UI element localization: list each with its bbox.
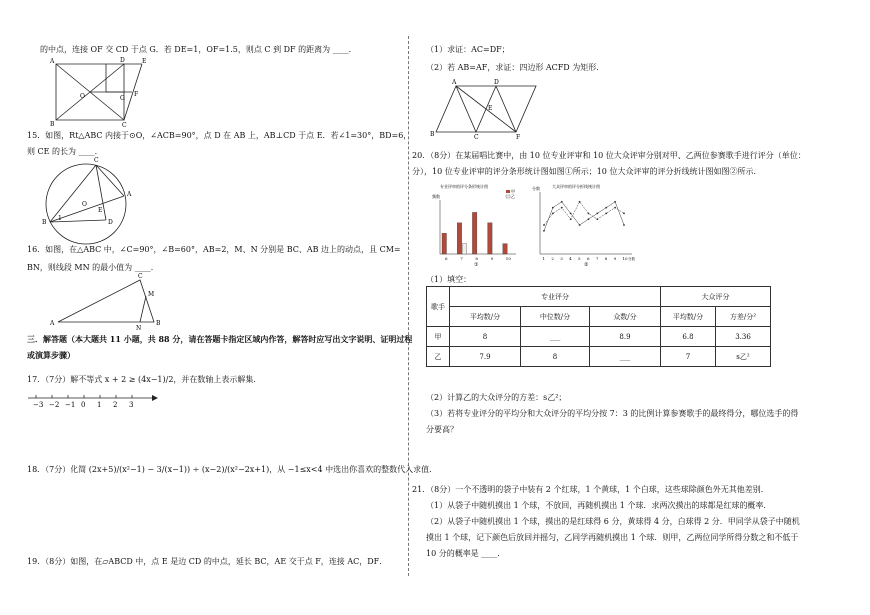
- q15-label-e: E: [98, 207, 103, 214]
- q14-text: 的中点，连接 OF 交 CD 于点 G．若 DE=1，OF=1.5，则点 C 到 DF 的距离为 ____．: [40, 45, 357, 54]
- chart2-x-tick: 1: [542, 256, 546, 261]
- q21-part2-line2: 摸出 1 个球，记下颜色后放回并摇匀，乙同学再随机摸出 1 个球．则甲，乙两位同学所得分数之和不低于: [426, 533, 799, 542]
- q17-number-line: [28, 392, 168, 412]
- q14-figure: [50, 57, 154, 129]
- section3-line2: 或演算步骤）: [27, 350, 75, 360]
- q19-label-c: C: [474, 134, 479, 141]
- numline-tick-label: −1: [65, 401, 76, 409]
- chart2-point: [570, 218, 572, 220]
- q19-label-a: A: [452, 79, 457, 86]
- chart2-point: [543, 224, 545, 226]
- column-divider: [408, 36, 409, 576]
- q17-text: 17．（7分）解不等式 x + 2 ≥ (4x−1)/2，并在数轴上表示解集．: [27, 375, 262, 384]
- q15-label-c: C: [94, 157, 99, 164]
- chart2-x-tick: 7: [595, 256, 599, 261]
- table-cell: ___: [590, 347, 661, 367]
- q16-label-c: C: [138, 273, 143, 280]
- q19-label-e: E: [488, 105, 493, 112]
- table-cell: ___: [521, 327, 590, 347]
- q19-figure: [430, 79, 542, 141]
- line-chart-public: [532, 182, 640, 268]
- score-table: [426, 286, 771, 367]
- chart2-point: [605, 213, 607, 215]
- numline-tick-label: 2: [113, 401, 118, 409]
- chart2-x-tick: 5: [578, 256, 581, 261]
- th-public: 大众评分: [661, 287, 771, 307]
- chart1-bar: [462, 244, 467, 254]
- q21-line1: 21．（8分）一个不透明的袋子中装有 2 个红球，1 个黄球，1 个白球，这些球除颜色外无其他差别．: [412, 485, 769, 494]
- chart2-title: 大众评审的评分折线统计图: [552, 184, 600, 189]
- chart1-x-tick: 9: [490, 256, 494, 261]
- q15-line1: 15．如图，Rt△ABC 内接于⊙O，∠ACB=90°，点 D 在 AB 上，AB⊥CD 于点 E．若∠1=30°，BD=6，: [27, 131, 412, 140]
- q15-figure: [38, 157, 138, 248]
- q16-line1: 16．如图，在△ABC 中，∠C=90°，∠B=60°，AB=2，M、N 分别是 BC、AB 边上的动点，且 CM=: [27, 245, 401, 254]
- chart2-point: [561, 207, 563, 209]
- chart1-bar: [503, 244, 508, 254]
- q19-part2: （2）若 AB=AF，求证：四边形 ACFD 为矩形．: [426, 63, 605, 72]
- q20-line2: 分），10 位专业评审的评分条形统计图如图①所示；10 位大众评审的评分折线统计图如图②所示．: [412, 167, 762, 176]
- q21-part2-line3: 10 分的概率是 ____．: [426, 549, 506, 558]
- q18-text: 18．（7分）化简 (2x+5)/(x²−1) − 3/(x−1)) ÷ (x−2)/(x²−2x+1)，从 −1≤x<4 中选出你喜欢的整数代入求值．: [27, 465, 438, 474]
- q15-line2: 则 CE 的长为 ____．: [27, 147, 103, 156]
- numline-tick-label: −2: [49, 401, 60, 409]
- q20-part3-line2: 分要高？: [426, 425, 458, 434]
- th-professional: 专业评分: [450, 287, 661, 307]
- q19-part1: （1）求证：AC=DF；: [426, 45, 510, 54]
- q14-label-g: G: [120, 95, 125, 102]
- q16-label-n: N: [136, 325, 142, 332]
- chart1-ylabel: 频数: [432, 194, 440, 199]
- th-pro-mean: 平均数/分: [450, 307, 521, 327]
- chart2-point: [552, 207, 554, 209]
- numline-tick-label: 0: [81, 401, 86, 409]
- chart2-point: [588, 218, 590, 220]
- chart2-point: [561, 201, 563, 203]
- chart1-x-tick: 7: [460, 256, 463, 261]
- q19-text: 19．（8分）如图，在▱ABCD 中，点 E 是边 CD 的中点，延长 BC，AE 交于点 F，连接 AC，DF．: [27, 557, 388, 566]
- chart1-bar: [488, 223, 493, 254]
- chart2-x-tick: 2: [551, 256, 554, 261]
- chart2-point: [623, 224, 625, 226]
- chart1-x-tick: 10: [505, 256, 511, 261]
- chart1-legend-swatch-yi: [506, 195, 510, 198]
- q14-label-b: B: [50, 121, 55, 128]
- table-row: [427, 327, 771, 347]
- table-cell: 7.9: [450, 347, 521, 367]
- q14-label-d: D: [120, 57, 125, 64]
- th-pub-variance: 方差/分²: [716, 307, 771, 327]
- q20-part3-line1: （3）若将专业评分的平均分和大众评分的平均分按 7：3 的比例计算参赛歌手的最终得分，哪位选手的得: [426, 409, 799, 418]
- chart2-x-tick: 3: [560, 256, 563, 261]
- chart2-x-tick: 6: [586, 256, 590, 261]
- th-singer: 歌手: [427, 287, 450, 327]
- chart1-bar: [457, 223, 462, 254]
- q20-part2: （2）计算乙的大众评分的方差：s乙²；: [426, 393, 567, 402]
- chart2-point: [543, 230, 545, 232]
- numline-tick-label: 3: [129, 401, 134, 409]
- table-cell: 8.9: [590, 327, 661, 347]
- numline-tick-label: −3: [33, 401, 44, 409]
- chart1-x-tick: 8: [475, 256, 478, 261]
- numline-tick-label: 1: [97, 401, 102, 409]
- chart1-bar: [472, 212, 477, 254]
- q19-label-d: D: [494, 79, 499, 86]
- chart2-x-tick: 8: [604, 256, 608, 261]
- table-row: [427, 347, 771, 367]
- q21-part2-line1: （2）从袋子中随机摸出 1 个球，摸出的是红球得 6 分，黄球得 4 分，白球得 2 分．甲同学从袋子中随机: [426, 517, 800, 526]
- th-pro-median: 中位数/分: [521, 307, 590, 327]
- table-cell: 8: [450, 327, 521, 347]
- chart1-title: 专业评审的评分条形统计图: [440, 184, 488, 189]
- section3-line1: 三．解答题（本大题共 11 小题，共 88 分，请在答题卡指定区域内作答，解答时应写出文字说明、证明过程: [27, 334, 413, 344]
- chart2-x-tick: 10: [622, 256, 628, 261]
- chart2-point: [579, 224, 581, 226]
- chart1-legend-swatch-jia: [506, 190, 510, 193]
- q19-label-f: F: [516, 134, 521, 141]
- q19-label-b: B: [430, 131, 435, 138]
- chart2-x-tick: 9: [613, 256, 617, 261]
- q16-figure: [50, 273, 172, 332]
- chart2-point: [623, 213, 625, 215]
- q16-line2: BN，则线段 MN 的最小值为 ____．: [27, 263, 159, 272]
- chart2-point: [614, 201, 616, 203]
- chart2-series-line: [544, 202, 624, 231]
- row-name: 甲: [427, 327, 450, 347]
- th-pro-mode: 众数/分: [590, 307, 661, 327]
- chart1-legend-jia: 甲: [511, 189, 515, 194]
- q15-label-angle1: 1: [58, 215, 62, 222]
- chart2-ylabel: 分数: [532, 186, 540, 191]
- q16-label-a: A: [50, 320, 55, 327]
- chart2-point: [570, 213, 572, 215]
- q16-label-m: M: [148, 291, 155, 298]
- q14-label-e: E: [142, 58, 147, 65]
- chart2-fig-no: ②: [584, 262, 589, 268]
- chart1-bar: [442, 233, 447, 254]
- table-cell: 7: [661, 347, 716, 367]
- q14-label-c: C: [122, 122, 127, 129]
- table-cell: s乙²: [716, 347, 771, 367]
- chart2-point: [605, 207, 607, 209]
- table-cell: 8: [521, 347, 590, 367]
- chart2-point: [552, 213, 554, 215]
- q21-part1: （1）从袋子中随机摸出 1 个球，不放回，再随机摸出 1 个球．求两次摸出的球都是红球的概率．: [426, 501, 772, 510]
- q14-label-f: F: [134, 91, 139, 98]
- chart1-legend-yi: 乙: [511, 194, 515, 199]
- chart2-x-tick: 4: [569, 256, 572, 261]
- q15-label-b: B: [42, 219, 47, 226]
- chart1-x-tick: 6: [445, 256, 448, 261]
- q16-label-b: B: [156, 320, 161, 327]
- chart2-point: [596, 218, 598, 220]
- q15-label-o: O: [82, 201, 87, 208]
- row-name: 乙: [427, 347, 450, 367]
- table-cell: 3.36: [716, 327, 771, 347]
- q20-line1: 20．（8分）在某届唱比赛中，由 10 位专业评审和 10 位大众评审分别对甲、乙两位参赛歌手进行评分（单位：: [412, 151, 806, 160]
- th-pub-mean: 平均数/分: [661, 307, 716, 327]
- chart2-point: [588, 213, 590, 215]
- table-cell: 6.8: [661, 327, 716, 347]
- q15-label-a: A: [127, 191, 132, 198]
- q14-label-a: A: [50, 58, 55, 65]
- score-table-header-row: [427, 287, 771, 307]
- q14-label-o: O: [80, 93, 85, 100]
- chart2-point: [596, 213, 598, 215]
- q20-fill-label: （1）填空：: [426, 275, 472, 284]
- score-table-subheader-row: [427, 307, 771, 327]
- q15-label-d: D: [108, 219, 113, 226]
- chart2-point: [614, 207, 616, 209]
- bar-chart-professional: [432, 182, 524, 268]
- chart2-xlabel: 分数: [628, 257, 635, 261]
- chart2-point: [579, 201, 581, 203]
- chart1-fig-no: ①: [474, 262, 479, 268]
